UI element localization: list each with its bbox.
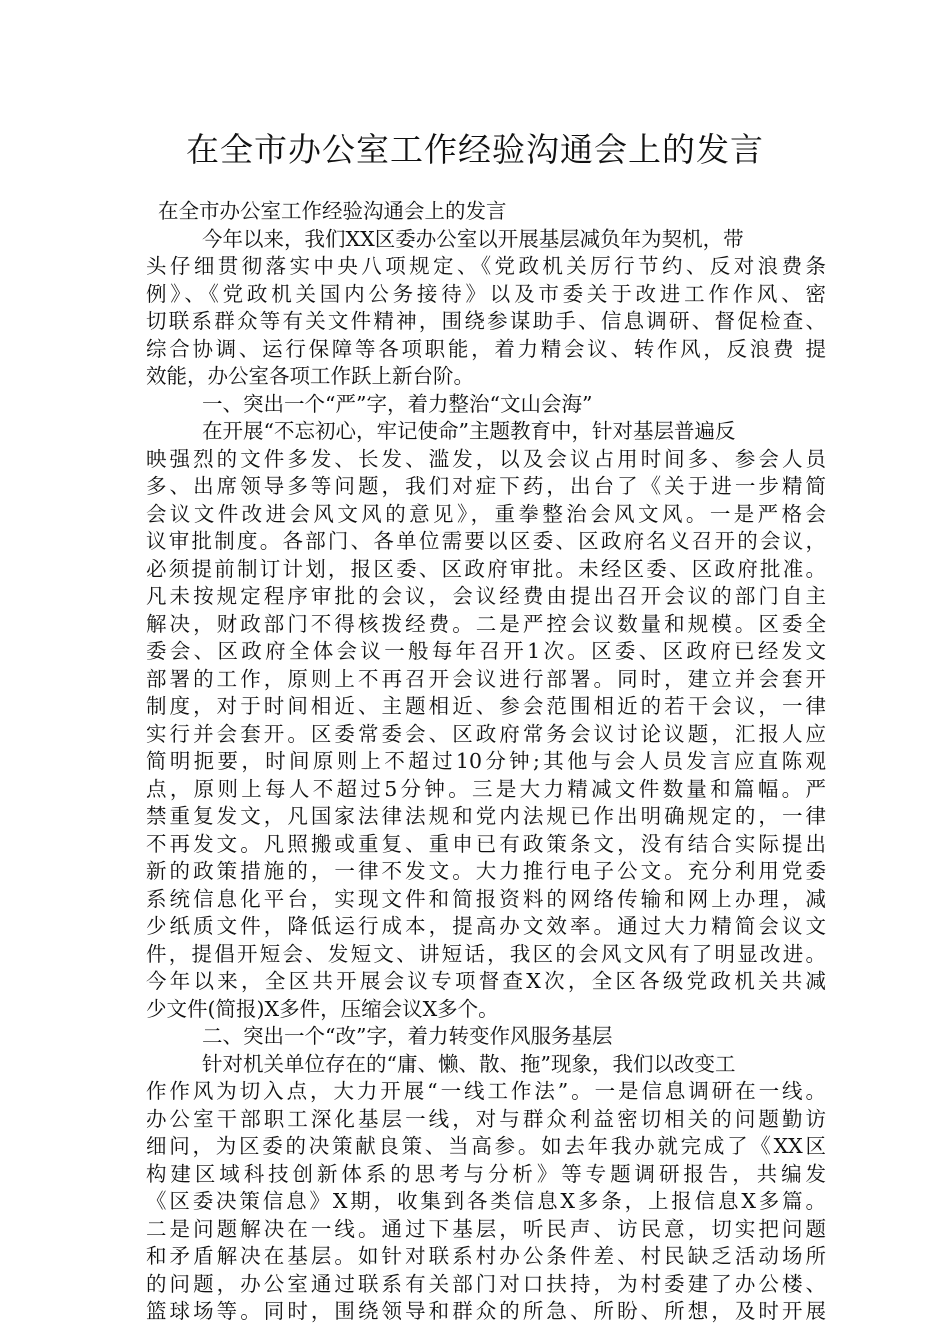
text-line: 篮球场等。同时，围绕领导和群众的所急、所盼、所想，及时开展 [146,1299,826,1323]
text-line: 少纸质文件，降低运行成本，提高办文效率。通过大力精简会议文 [146,914,826,938]
text-line: 今年以来，全区共开展会议专项督查X次，全区各级党政机关共减 [146,969,826,993]
text-line: 部署的工作，原则上不再召开会议进行部署。同时，建立并会套开 [146,666,826,691]
text-line: 今年以来，我们XX区委办公室以开展基层减负年为契机，带 [202,226,744,251]
text-line: 针对机关单位存在的“庸、懒、散、拖”现象，我们以改变工 [202,1051,736,1076]
text-line: 件，提倡开短会、发短文、讲短话，我区的会风文风有了明显改进。 [146,941,826,966]
text-line: 二是问题解决在一线。通过下基层，听民声、访民意，切实把问题 [146,1216,826,1241]
text-line: 映强烈的文件多发、长发、滥发，以及会议占用时间多、参会人员 [146,446,826,471]
text-line: 构建区域科技创新体系的思考与分析》等专题调研报告，共编发 [146,1161,826,1186]
text-line: 禁重复发文，凡国家法律法规和党内法规已作出明确规定的，一律 [146,804,826,828]
text-line: 多、出席领导多等问题，我们对症下药，出台了《关于进一步精简 [146,474,826,498]
text-line: 简明扼要，时间原则上不超过10分钟;其他与会人员发言应直陈观 [146,749,826,773]
text-line: 新的政策措施的，一律不发文。大力推行电子公文。充分利用党委 [146,859,826,883]
text-line: 点，原则上每人不超过5分钟。三是大力精减文件数量和篇幅。严 [146,776,826,801]
text-line: 例》、《党政机关国内公务接待》以及市委关于改进工作作风、密 [146,281,826,306]
section-heading: 二、突出一个“改”字，着力转变作风服务基层 [202,1024,613,1048]
text-line: 效能，办公室各项工作跃上新台阶。 [146,364,474,388]
text-line: 和矛盾解决在基层。如针对联系村办公条件差、村民缺乏活动场所 [146,1244,826,1268]
text-line: 委会、区政府全体会议一般每年召开1次。区委、区政府已经发文 [146,639,826,663]
text-line: 解决，财政部门不得核拨经费。二是严控会议数量和规模。区委全 [146,611,826,636]
text-line: 切联系群众等有关文件精神，围绕参谋助手、信息调研、督促检查、 [146,309,826,333]
text-line: 议审批制度。各部门、各单位需要以区委、区政府名义召开的会议， [146,529,826,553]
text-line: 制度，对于时间相近、主题相近、参会范围相近的若干会议，一律 [146,694,826,718]
text-line: 必须提前制订计划，报区委、区政府审批。未经区委、区政府批准。 [146,556,826,581]
text-line: 的问题，办公室通过联系有关部门对口扶持，为村委建了办公楼、 [146,1271,826,1296]
text-line: 不再发文。凡照搬或重复、重申已有政策条文，没有结合实际提出 [146,831,826,856]
section-heading: 一、突出一个“严”字，着力整治“文山会海” [202,391,593,416]
text-line: 细问，为区委的决策献良策、当高参。如去年我办就完成了《XX区 [146,1134,826,1158]
text-line: 《区委决策信息》X期，收集到各类信息X多条，上报信息X多篇。 [146,1189,826,1213]
text-line: 办公室干部职工深化基层一线，对与群众利益密切相关的问题勤访 [146,1106,826,1131]
document-title: 在全市办公室工作经验沟通会上的发言 [186,130,764,169]
text-line: 综合协调、运行保障等各项职能，着力精会议、转作风，反浪费 提 [146,336,826,361]
text-line: 会议文件改进会风文风的意见》，重拳整治会风文风。一是严格会 [146,501,826,526]
text-line: 在开展“不忘初心，牢记使命”主题教育中，针对基层普遍反 [202,419,736,443]
text-line: 头仔细贯彻落实中央八项规定、《党政机关厉行节约、反对浪费条 [146,254,826,278]
text-line: 系统信息化平台，实现文件和简报资料的网络传输和网上办理，减 [146,886,826,911]
document-subtitle: 在全市办公室工作经验沟通会上的发言 [158,199,507,223]
document-body [146,198,826,1326]
text-line: 作作风为切入点，大力开展“一线工作法”。一是信息调研在一线。 [146,1079,826,1103]
text-line: 凡未按规定程序审批的会议，会议经费由提出召开会议的部门自主 [146,584,826,608]
text-line: 少文件(简报)X多件，压缩会议X多个。 [146,996,499,1021]
text-line: 实行并会套开。区委常委会、区政府常务会议讨论议题，汇报人应 [146,721,826,746]
